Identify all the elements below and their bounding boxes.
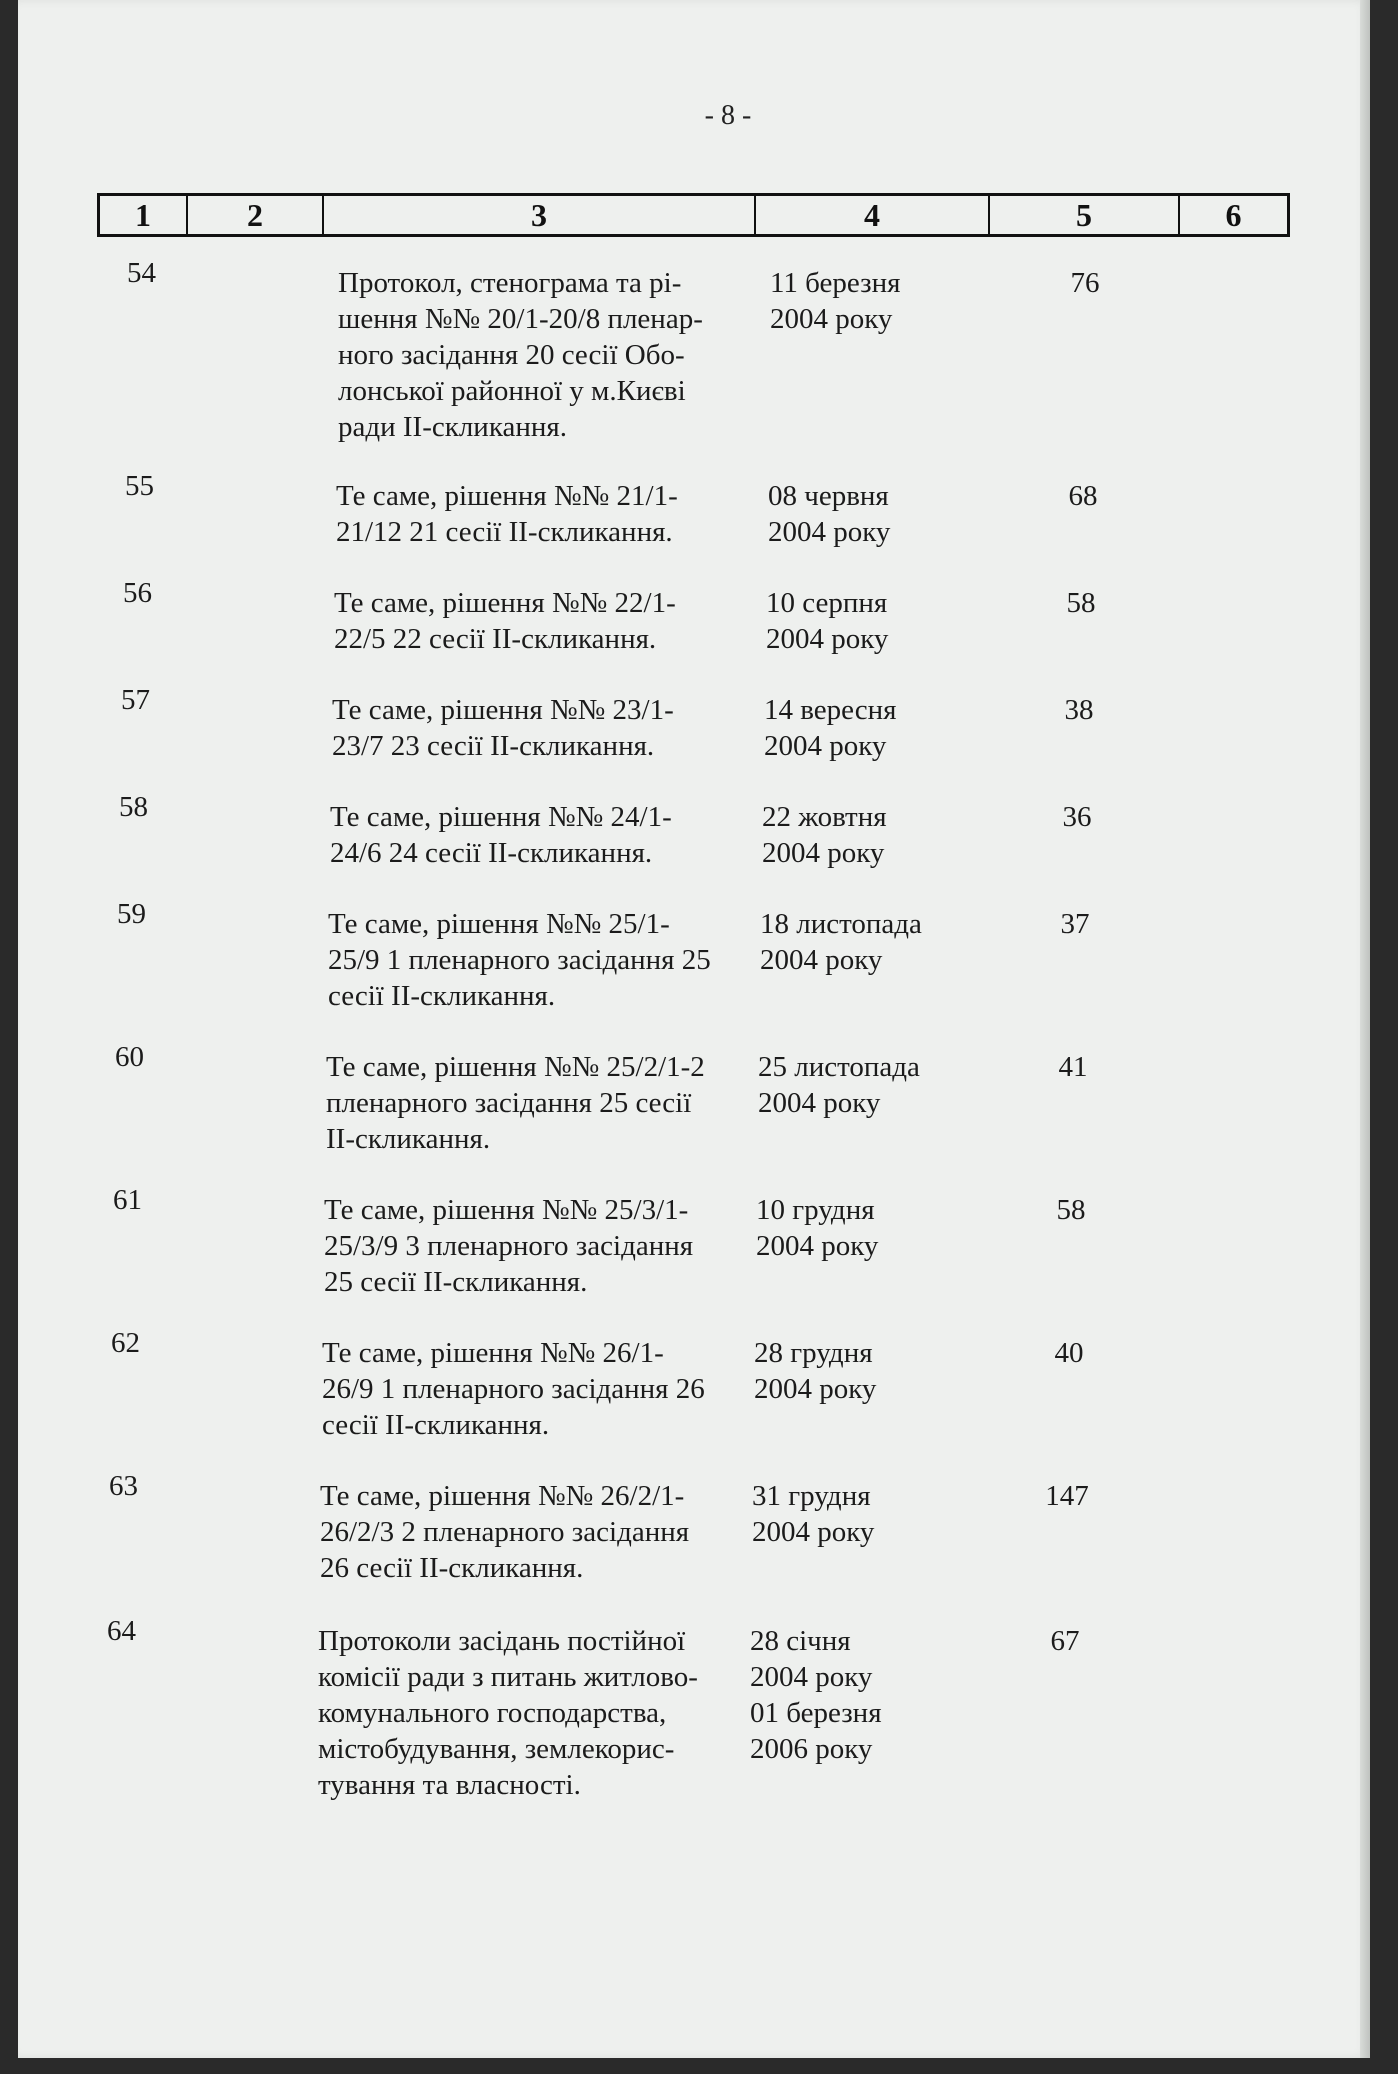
row-description <box>332 692 752 764</box>
date-line: 2004 року <box>766 623 889 655</box>
row-date <box>750 1623 970 1767</box>
date-line: 08 червня <box>768 480 889 512</box>
description-line: Протокол, стенограма та рі- <box>338 267 682 299</box>
row-page-count: 41 <box>1058 1051 1088 1083</box>
row-number: 64 <box>107 1615 136 1647</box>
row-number: 62 <box>111 1327 140 1359</box>
description-line: Те саме, рішення №№ 25/2/1-2 <box>326 1051 705 1083</box>
description-line: Те саме, рішення №№ 22/1- <box>334 587 676 619</box>
date-line: 2004 року <box>760 944 883 976</box>
description-line: пленарного засідання 25 сесії <box>326 1087 692 1119</box>
date-line: 28 січня <box>750 1625 851 1657</box>
description-line: 25 сесії ІІ-скликання. <box>324 1266 588 1298</box>
date-line: 11 березня <box>770 267 901 299</box>
description-line: Те саме, рішення №№ 25/1- <box>328 908 670 940</box>
row-page-count: 58 <box>1066 587 1096 619</box>
row-page-count: 67 <box>1050 1625 1080 1657</box>
date-line: 31 грудня <box>752 1480 871 1512</box>
description-line: 25/3/9 3 пленарного засідання <box>324 1230 694 1262</box>
description-line: 21/12 21 сесії ІІ-скликання. <box>336 516 673 548</box>
date-line: 10 грудня <box>756 1194 875 1226</box>
row-date <box>768 478 988 550</box>
description-line: шення №№ 20/1-20/8 пленар- <box>338 303 703 335</box>
description-line: Те саме, рішення №№ 25/3/1- <box>324 1194 689 1226</box>
row-page-count: 37 <box>1060 908 1090 940</box>
row-date <box>756 1192 976 1264</box>
column-header-2: 2 <box>188 196 324 234</box>
row-description <box>320 1478 740 1586</box>
column-header-6: 6 <box>1225 196 1242 233</box>
description-line: Те саме, рішення №№ 24/1- <box>330 801 672 833</box>
row-date <box>766 585 986 657</box>
row-description <box>336 478 756 550</box>
row-description <box>324 1192 744 1300</box>
description-line: сесії ІІ-скликання. <box>328 980 556 1012</box>
row-description <box>330 799 750 871</box>
date-line: 14 вересня <box>764 694 897 726</box>
row-description <box>334 585 754 657</box>
column-header-5: 5 <box>990 196 1180 234</box>
date-line: 2004 року <box>768 516 891 548</box>
row-description <box>318 1623 738 1803</box>
page-number: - 8 - <box>704 100 752 131</box>
date-line: 2004 року <box>750 1661 873 1693</box>
table-header <box>97 193 1290 237</box>
description-line: 26 сесії ІІ-скликання. <box>320 1552 584 1584</box>
date-line: 01 березня <box>750 1697 882 1729</box>
description-line: Те саме, рішення №№ 26/1- <box>322 1337 664 1369</box>
description-line: 22/5 22 сесії ІІ-скликання. <box>334 623 657 655</box>
description-line: ІІ-скликання. <box>326 1123 491 1155</box>
row-page-count: 68 <box>1068 480 1098 512</box>
row-number: 58 <box>119 791 148 823</box>
column-header-1: 1 <box>100 196 188 234</box>
description-line: 25/9 1 пленарного засідання 25 <box>328 944 711 976</box>
row-number: 54 <box>127 257 156 289</box>
description-line: лонської районної у м.Києві <box>338 375 686 407</box>
date-line: 2004 року <box>752 1516 875 1548</box>
row-number: 60 <box>115 1041 144 1073</box>
date-line: 18 листопада <box>760 908 922 940</box>
row-description <box>322 1335 742 1443</box>
description-line: 24/6 24 сесії ІІ-скликання. <box>330 837 653 869</box>
row-page-count: 147 <box>1045 1480 1089 1512</box>
date-line: 2004 року <box>762 837 885 869</box>
row-page-count: 38 <box>1064 694 1094 726</box>
description-line: Те саме, рішення №№ 21/1- <box>336 480 678 512</box>
description-line: комісії ради з питань житлово- <box>318 1661 698 1693</box>
date-line: 2004 року <box>758 1087 881 1119</box>
description-line: сесії ІІ-скликання. <box>322 1409 550 1441</box>
date-line: 2004 року <box>756 1230 879 1262</box>
row-page-count: 40 <box>1054 1337 1084 1369</box>
description-line: ного засідання 20 сесії Обо- <box>338 339 685 371</box>
description-line: 23/7 23 сесії ІІ-скликання. <box>332 730 655 762</box>
description-line: 26/9 1 пленарного засідання 26 <box>322 1373 705 1405</box>
description-line: Протоколи засідань постійної <box>318 1625 686 1657</box>
row-date <box>754 1335 974 1407</box>
row-page-count: 36 <box>1062 801 1092 833</box>
description-line: Те саме, рішення №№ 26/2/1- <box>320 1480 685 1512</box>
row-number: 56 <box>123 577 152 609</box>
row-description <box>326 1049 746 1157</box>
row-date <box>770 265 990 337</box>
row-page-count: 76 <box>1070 267 1100 299</box>
date-line: 25 листопада <box>758 1051 920 1083</box>
row-number: 63 <box>109 1470 138 1502</box>
date-line: 2004 року <box>764 730 887 762</box>
description-line: тування та власності. <box>318 1769 581 1801</box>
row-date <box>762 799 982 871</box>
description-line: 26/2/3 2 пленарного засідання <box>320 1516 690 1548</box>
row-description <box>338 265 758 445</box>
date-line: 2004 року <box>770 303 893 335</box>
row-date <box>752 1478 972 1550</box>
row-date <box>760 906 980 978</box>
row-description <box>328 906 748 1014</box>
date-line: 2004 року <box>754 1373 877 1405</box>
description-line: ради ІІ-скликання. <box>338 411 567 443</box>
row-number: 57 <box>121 684 150 716</box>
date-line: 10 серпня <box>766 587 888 619</box>
row-date <box>764 692 984 764</box>
date-line: 2006 року <box>750 1733 873 1765</box>
date-line: 22 жовтня <box>762 801 887 833</box>
description-line: Те саме, рішення №№ 23/1- <box>332 694 674 726</box>
column-header-3: 3 <box>324 196 756 234</box>
row-date <box>758 1049 978 1121</box>
row-number: 55 <box>125 470 154 502</box>
date-line: 28 грудня <box>754 1337 873 1369</box>
row-page-count: 58 <box>1056 1194 1086 1226</box>
document-page <box>18 0 1370 2058</box>
row-number: 61 <box>113 1184 142 1216</box>
page-edge <box>1360 0 1370 2058</box>
description-line: комунального господарства, <box>318 1697 667 1729</box>
row-number: 59 <box>117 898 146 930</box>
column-header-4: 4 <box>756 196 990 234</box>
description-line: містобудування, землекорис- <box>318 1733 675 1765</box>
